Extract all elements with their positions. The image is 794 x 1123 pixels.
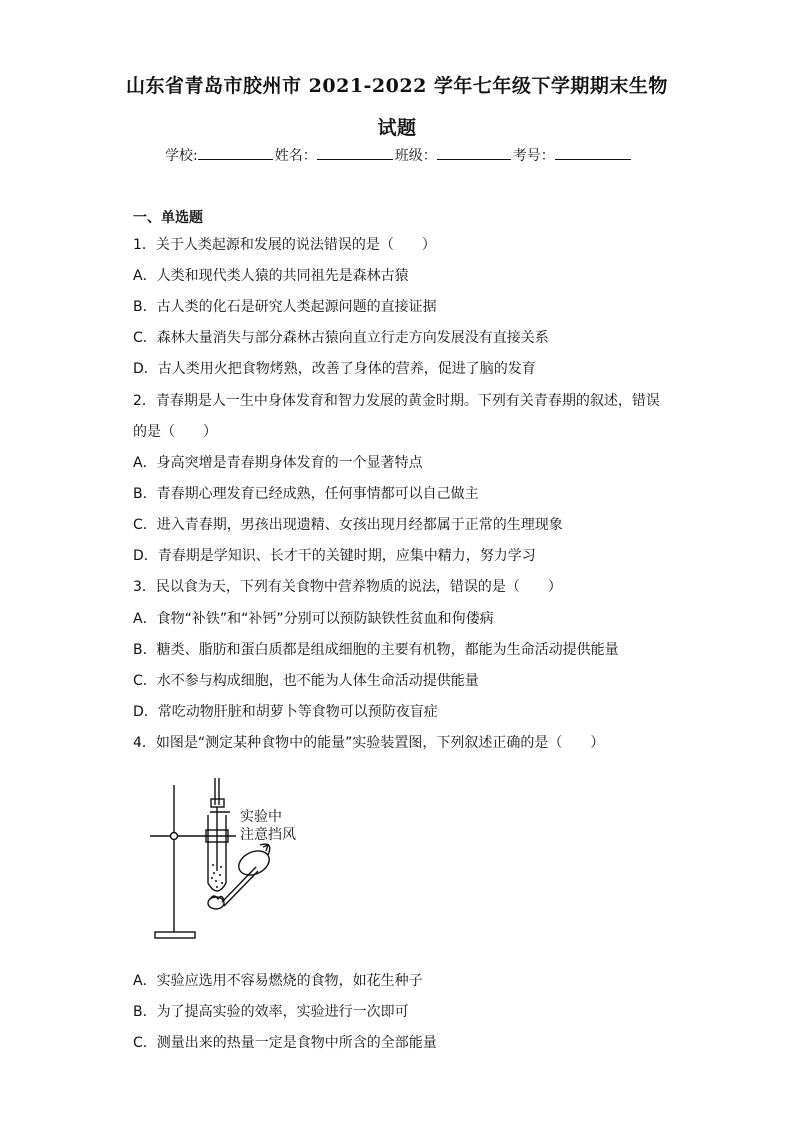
thermometer-stopper	[211, 799, 224, 807]
name-label: 姓名：	[274, 148, 317, 164]
question-1-option-c: C．森林大量消失与部分森林古猿向直立行走方向发展没有直接关系	[133, 330, 549, 346]
student-info-row	[165, 145, 633, 165]
needle-holder	[222, 867, 256, 902]
question-2-stem-line1: 2．青春期是人一生中身体发育和智力发展的黄金时期。下列有关青春期的叙述，错误	[133, 393, 660, 409]
food-energy-apparatus-figure	[150, 775, 310, 947]
question-4-option-b: B．为了提高实验的效率，实验进行一次即可	[133, 1004, 409, 1020]
document-title-line1: 山东省青岛市胶州市 2021-2022 学年七年级下学期期末生物	[126, 75, 668, 97]
question-1-option-b: B．古人类的化石是研究人类起源问题的直接证据	[133, 299, 437, 315]
school-blank[interactable]	[198, 145, 273, 160]
document-title-line2: 试题	[377, 117, 417, 139]
question-1-option-a: A．人类和现代类人猿的共同祖先是森林古猿	[133, 268, 409, 284]
stand-base	[155, 932, 195, 938]
section-heading: 一、单选题	[133, 210, 203, 226]
question-3-stem: 3．民以食为天，下列有关食物中营养物质的说法，错误的是（ ）	[133, 579, 562, 595]
question-3-option-b: B．糖类、脂肪和蛋白质都是组成细胞的主要有机物，都能为生命活动提供能量	[133, 642, 619, 658]
question-3-option-d: D．常吃动物肝脏和胡萝卜等食物可以预防夜盲症	[133, 704, 438, 720]
question-3-option-a: A．食物“补铁”和“补钙”分别可以预防缺铁性贫血和佝偻病	[133, 611, 494, 627]
school-label: 学校:	[165, 148, 198, 164]
clamp-knob	[171, 833, 178, 840]
question-2-option-a: A．身高突增是青春期身体发育的一个显著特点	[133, 455, 423, 471]
figure-label-line1: 实验中	[240, 809, 282, 825]
question-2-option-c: C．进入青春期，男孩出现遗精、女孩出现月经都属于正常的生理现象	[133, 517, 563, 533]
question-3-option-c: C．水不参与构成细胞，也不能为人体生命活动提供能量	[133, 673, 479, 689]
name-blank[interactable]	[317, 145, 393, 160]
question-4-option-c: C．测量出来的热量一定是食物中所含的全部能量	[133, 1035, 437, 1051]
wind-shield	[235, 846, 273, 879]
question-2-stem-line2: 的是（ ）	[133, 424, 217, 440]
question-2-option-d: D．青春期是学知识、长才干的关键时期，应集中精力，努力学习	[133, 548, 536, 564]
question-2-option-b: B．青春期心理发育已经成熟，任何事情都可以自己做主	[133, 486, 479, 502]
question-4-stem: 4．如图是“测定某种食物中的能量”实验装置图，下列叙述正确的是（ ）	[133, 735, 605, 751]
class-blank[interactable]	[437, 145, 511, 160]
class-label: 班级：	[394, 148, 437, 164]
question-1-stem: 1．关于人类起源和发展的说法错误的是（ ）	[133, 237, 436, 253]
question-1-option-d: D．古人类用火把食物烤熟，改善了身体的营养，促进了脑的发育	[133, 361, 536, 377]
figure-label-line2: 注意挡风	[240, 827, 296, 843]
exam-number-label: 考号：	[512, 148, 555, 164]
question-4-option-a: A．实验应选用不容易燃烧的食物，如花生种子	[133, 973, 423, 989]
exam-number-blank[interactable]	[555, 145, 631, 160]
